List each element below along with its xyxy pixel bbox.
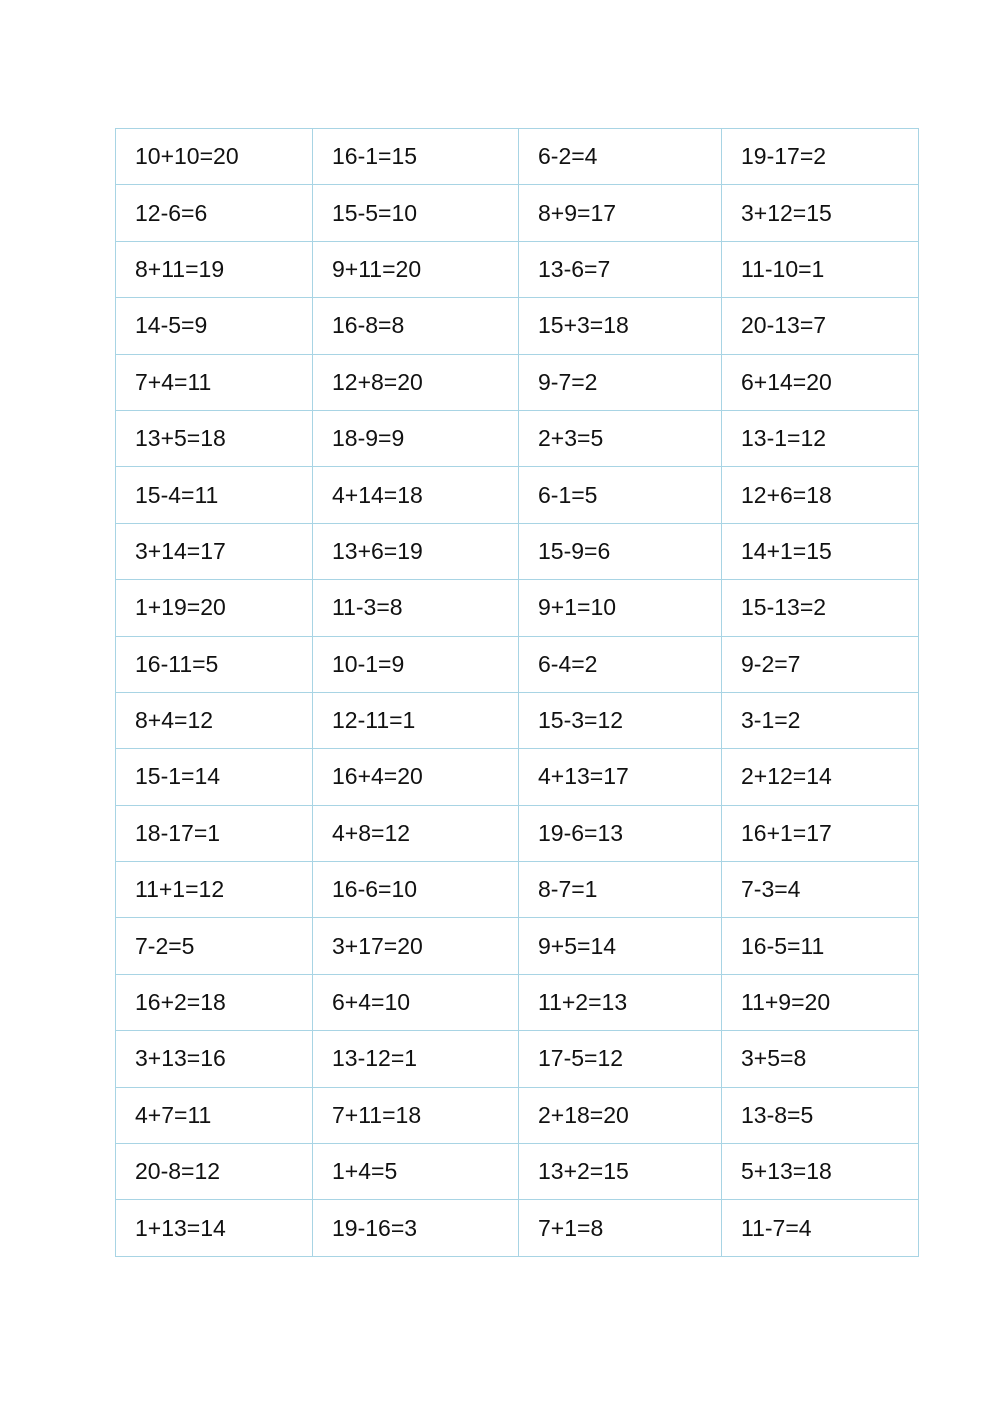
equation-cell: 5+13=18 — [722, 1144, 919, 1200]
equation-cell: 15-9=6 — [519, 523, 722, 579]
table-row — [116, 749, 919, 805]
equation-cell: 20-8=12 — [116, 1144, 313, 1200]
table-row — [116, 636, 919, 692]
equation-cell: 4+7=11 — [116, 1087, 313, 1143]
equation-cell: 6-4=2 — [519, 636, 722, 692]
equation-cell: 15-5=10 — [313, 185, 519, 241]
equation-cell: 13-6=7 — [519, 241, 722, 297]
equation-cell: 17-5=12 — [519, 1031, 722, 1087]
equation-cell: 20-13=7 — [722, 298, 919, 354]
equation-cell: 19-16=3 — [313, 1200, 519, 1256]
equation-cell: 3+14=17 — [116, 523, 313, 579]
equation-cell: 16+2=18 — [116, 974, 313, 1030]
equation-cell: 19-17=2 — [722, 129, 919, 185]
equation-cell: 6-1=5 — [519, 467, 722, 523]
equation-cell: 11+9=20 — [722, 974, 919, 1030]
equation-cell: 16-1=15 — [313, 129, 519, 185]
equation-cell: 9+5=14 — [519, 918, 722, 974]
equation-cell: 6+4=10 — [313, 974, 519, 1030]
table-row — [116, 129, 919, 185]
equation-cell: 11-10=1 — [722, 241, 919, 297]
equation-cell: 19-6=13 — [519, 805, 722, 861]
equation-cell: 11-7=4 — [722, 1200, 919, 1256]
equation-cell: 4+14=18 — [313, 467, 519, 523]
equation-cell: 4+8=12 — [313, 805, 519, 861]
equation-cell: 14-5=9 — [116, 298, 313, 354]
equation-cell: 7-2=5 — [116, 918, 313, 974]
table-row — [116, 805, 919, 861]
equation-cell: 15-3=12 — [519, 692, 722, 748]
equation-cell: 15-13=2 — [722, 580, 919, 636]
equation-cell: 6-2=4 — [519, 129, 722, 185]
equation-cell: 16-6=10 — [313, 862, 519, 918]
equation-cell: 13+5=18 — [116, 410, 313, 466]
equation-cell: 13+6=19 — [313, 523, 519, 579]
equation-cell: 15+3=18 — [519, 298, 722, 354]
equation-cell: 2+12=14 — [722, 749, 919, 805]
arithmetic-worksheet-table — [115, 128, 919, 1257]
equation-cell: 18-9=9 — [313, 410, 519, 466]
equation-cell: 18-17=1 — [116, 805, 313, 861]
equation-cell: 16+4=20 — [313, 749, 519, 805]
table-row — [116, 298, 919, 354]
equation-cell: 3+17=20 — [313, 918, 519, 974]
equation-cell: 15-1=14 — [116, 749, 313, 805]
equation-cell: 11+2=13 — [519, 974, 722, 1030]
equation-cell: 13-8=5 — [722, 1087, 919, 1143]
equation-cell: 8+4=12 — [116, 692, 313, 748]
equation-cell: 16-5=11 — [722, 918, 919, 974]
equation-cell: 16+1=17 — [722, 805, 919, 861]
equation-cell: 11+1=12 — [116, 862, 313, 918]
equation-cell: 9+1=10 — [519, 580, 722, 636]
equation-cell: 13-1=12 — [722, 410, 919, 466]
table-row — [116, 185, 919, 241]
equation-cell: 3+13=16 — [116, 1031, 313, 1087]
equation-cell: 8+11=19 — [116, 241, 313, 297]
equation-cell: 1+13=14 — [116, 1200, 313, 1256]
equation-cell: 12-6=6 — [116, 185, 313, 241]
equation-cell: 7-3=4 — [722, 862, 919, 918]
equation-cell: 9-2=7 — [722, 636, 919, 692]
equation-cell: 8+9=17 — [519, 185, 722, 241]
table-row — [116, 580, 919, 636]
equation-cell: 7+1=8 — [519, 1200, 722, 1256]
table-row — [116, 467, 919, 523]
table-row — [116, 1031, 919, 1087]
table-row — [116, 1144, 919, 1200]
table-row — [116, 974, 919, 1030]
equation-cell: 13+2=15 — [519, 1144, 722, 1200]
equation-cell: 3+5=8 — [722, 1031, 919, 1087]
table-row — [116, 1200, 919, 1256]
equation-cell: 4+13=17 — [519, 749, 722, 805]
equation-cell: 3-1=2 — [722, 692, 919, 748]
equation-cell: 9-7=2 — [519, 354, 722, 410]
equation-cell: 7+11=18 — [313, 1087, 519, 1143]
equation-cell: 1+4=5 — [313, 1144, 519, 1200]
equation-cell: 14+1=15 — [722, 523, 919, 579]
table-row — [116, 241, 919, 297]
equation-cell: 10-1=9 — [313, 636, 519, 692]
table-row — [116, 918, 919, 974]
equation-cell: 10+10=20 — [116, 129, 313, 185]
table-row — [116, 692, 919, 748]
worksheet-body — [116, 129, 919, 1257]
equation-cell: 12-11=1 — [313, 692, 519, 748]
equation-cell: 9+11=20 — [313, 241, 519, 297]
table-row — [116, 523, 919, 579]
equation-cell: 16-11=5 — [116, 636, 313, 692]
equation-cell: 13-12=1 — [313, 1031, 519, 1087]
equation-cell: 2+3=5 — [519, 410, 722, 466]
equation-cell: 16-8=8 — [313, 298, 519, 354]
equation-cell: 11-3=8 — [313, 580, 519, 636]
equation-cell: 8-7=1 — [519, 862, 722, 918]
equation-cell: 15-4=11 — [116, 467, 313, 523]
equation-cell: 1+19=20 — [116, 580, 313, 636]
equation-cell: 2+18=20 — [519, 1087, 722, 1143]
table-row — [116, 354, 919, 410]
equation-cell: 6+14=20 — [722, 354, 919, 410]
equation-cell: 12+8=20 — [313, 354, 519, 410]
equation-cell: 3+12=15 — [722, 185, 919, 241]
equation-cell: 7+4=11 — [116, 354, 313, 410]
table-row — [116, 1087, 919, 1143]
table-row — [116, 862, 919, 918]
table-row — [116, 410, 919, 466]
equation-cell: 12+6=18 — [722, 467, 919, 523]
